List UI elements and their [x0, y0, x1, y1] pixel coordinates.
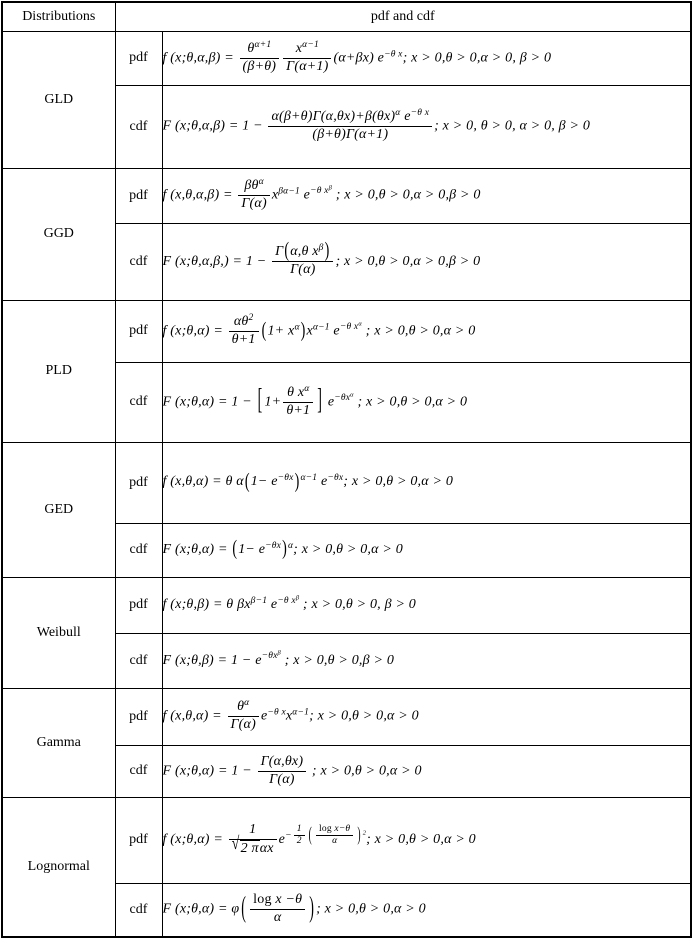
ged-cdf-label: cdf — [115, 523, 162, 577]
weibull-pdf-formula: f (x;θ,β) = θ $\beta x^{\beta-1}$ $e^{-\theta x^\beta}$ ; x > 0,θ > 0, β > 0 — [162, 577, 691, 633]
lognormal-pdf-label: pdf — [115, 797, 162, 883]
gld-pdf-formula: f (x;θ,α,β) = $\frac{\theta^{\alpha+1}}{(\beta+\theta)}$ $\frac{x^{\alpha-1}}{\Gamma(\alpha+1)}$ (α+βx) $e^{-\theta x}$; x > 0,θ > 0,α > 0, β > 0 — [162, 31, 691, 85]
ggd-cdf-label: cdf — [115, 223, 162, 300]
gld-pdf-label: pdf — [115, 31, 162, 85]
ggd-pdf-row — [2, 168, 691, 223]
ggd-cdf-formula: F (x;θ,α,β,) = 1 − $\frac{\Gamma(\alpha,\theta x^\beta)}{\Gamma(\alpha)}$ ; x > 0,θ > 0,α > 0,β > 0 — [162, 223, 691, 300]
ged-pdf-row — [2, 442, 691, 523]
ged-distribution-name: GED — [2, 442, 115, 577]
pld-cdf-label: cdf — [115, 362, 162, 442]
weibull-pdf-label: pdf — [115, 577, 162, 633]
gld-cdf-label: cdf — [115, 85, 162, 168]
ggd-distribution-name: GGD — [2, 168, 115, 300]
lognormal-distribution-name: Lognormal — [2, 797, 115, 937]
table-body — [2, 31, 691, 937]
lognormal-cdf-label: cdf — [115, 883, 162, 937]
pld-cdf-formula: F (x;θ,α) = 1 − [ 1+ $\frac{\theta x^\alpha}{\theta+1}$ ] $e^{-\theta x^\alpha}$ ; x > 0,θ > 0,α > 0 — [162, 362, 691, 442]
gld-pdf-row — [2, 31, 691, 85]
lognormal-pdf-formula: f (x;θ,α) = 1 √ 2 π αx $e^{- \frac{1}{2} ( \frac{\text{log x−θ}}{\alpha} ) ^2}$; x > 0,θ > 0,α > 0 — [162, 797, 691, 883]
weibull-cdf-formula: F (x;θ,β) = $1 - e^{-\theta x^\beta}$ ; x > 0,θ > 0,β > 0 — [162, 633, 691, 688]
ged-cdf-formula: F (x;θ,α) = $(1- e^{-\theta x})^\alpha$; x > 0,θ > 0,α > 0 — [162, 523, 691, 577]
header-pdf-and-cdf: pdf and cdf — [115, 2, 691, 31]
weibull-distribution-name: Weibull — [2, 577, 115, 688]
weibull-cdf-label: cdf — [115, 633, 162, 688]
pld-pdf-formula: f (x;θ,α) = $\frac{\alpha\theta^2}{\theta+1}$ $(1+ x^\alpha)x^{\alpha-1}$ $e^{-\theta x^\alpha}$ ; x > 0,θ > 0,α > 0 — [162, 300, 691, 362]
gamma-pdf-formula: f (x,θ,α) = $\frac{\theta^\alpha}{\Gamma(\alpha)}$ $e^{-\theta x}x^{\alpha-1}$; x > 0,θ > 0,α > 0 — [162, 688, 691, 745]
gamma-cdf-label: cdf — [115, 745, 162, 797]
distribution-table — [1, 1, 692, 938]
lognormal-pdf-row — [2, 797, 691, 883]
gamma-cdf-formula: F (x;θ,α) = 1 − $\frac{\Gamma(\alpha,\theta x)}{\Gamma(\alpha)}$ ; x > 0,θ > 0,α > 0 — [162, 745, 691, 797]
gamma-pdf-row — [2, 688, 691, 745]
ggd-pdf-formula: f (x,θ,α,β) = $\frac{\beta\theta^\alpha}{\Gamma(\alpha)}$ $x^{\beta\alpha-1}$ $e^{-\theta x^\beta}$ ; x > 0,θ > 0,α > 0,β > 0 — [162, 168, 691, 223]
ggd-pdf-label: pdf — [115, 168, 162, 223]
gamma-distribution-name: Gamma — [2, 688, 115, 797]
gld-cdf-formula: F (x;θ,α,β) = 1 − $\frac{\alpha(\beta+\theta)\Gamma(\alpha,\theta x)+\beta(\theta x)^\alpha e^{-\theta x}}{(\beta+\theta)\Gamma(\alpha+1)}$ ; x > 0, θ > 0, α > 0, β > 0 — [162, 85, 691, 168]
pld-pdf-label: pdf — [115, 300, 162, 362]
pld-distribution-name: PLD — [2, 300, 115, 442]
gld-distribution-name: GLD — [2, 31, 115, 168]
ged-pdf-label: pdf — [115, 442, 162, 523]
pld-pdf-row — [2, 300, 691, 362]
weibull-pdf-row — [2, 577, 691, 633]
header-distributions: Distributions — [2, 2, 115, 31]
gamma-pdf-label: pdf — [115, 688, 162, 745]
lognormal-cdf-formula: F (x;θ,α) = φ ( $\frac{\text{log x −θ}}{\alpha}$ ) ; x > 0,θ > 0,α > 0 — [162, 883, 691, 937]
header-row — [2, 2, 691, 31]
ged-pdf-formula: f (x,θ,α) = θ $\alpha(1- e^{-\theta x})^{\alpha-1}$ $e^{-\theta x}$; x > 0,θ > 0,α > 0 — [162, 442, 691, 523]
